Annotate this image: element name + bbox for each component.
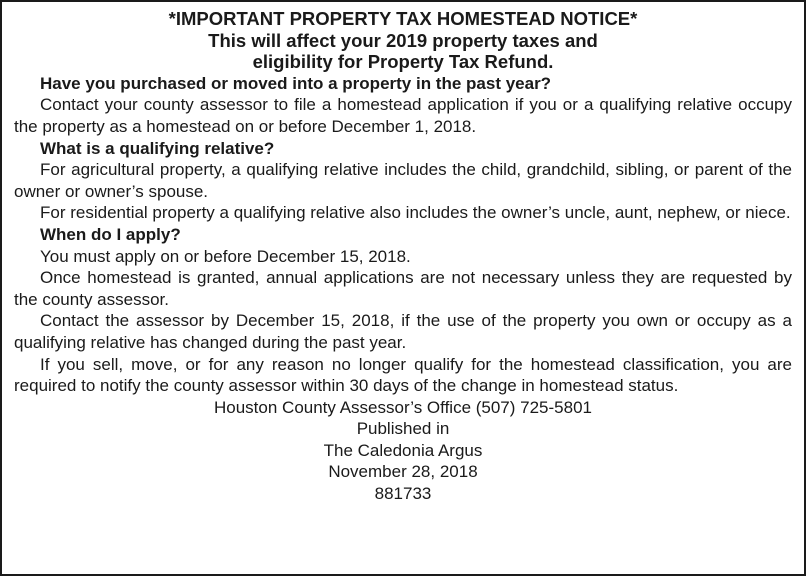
relative-heading: What is a qualifying relative? xyxy=(40,138,275,158)
notice-subtitle-line-2: eligibility for Property Tax Refund. xyxy=(252,51,554,73)
newspaper-name: The Caledonia Argus xyxy=(323,440,483,460)
purchased-heading: Have you purchased or moved into a property in the past year? xyxy=(40,73,552,93)
agricultural-relative-paragraph: For agricultural property, a qualifying relative includes the child, grandchild, sibling, or parent of the owner or owner’s spouse. xyxy=(14,160,792,201)
notify-assessor-paragraph: If you sell, move, or for any reason no longer qualify for the homestead classification, you are required to notify the county assessor within 30 days of the change in homestead status. xyxy=(14,354,792,396)
annual-application-paragraph: Once homestead is granted, annual applications are not necessary unless they are requested by the county assessor. xyxy=(14,268,792,309)
notice-id: 881733 xyxy=(374,484,432,504)
publication-date: November 28, 2018 xyxy=(328,462,478,482)
notice-subtitle-line-1: This will affect your 2019 property taxes and xyxy=(208,29,598,51)
residential-relative-paragraph: For residential property a qualifying relative also includes the owner’s uncle, aunt, nephew, or niece. xyxy=(40,203,791,223)
notice-title: *IMPORTANT PROPERTY TAX HOMESTEAD NOTICE* xyxy=(168,8,638,29)
use-change-paragraph: Contact the assessor by December 15, 2018, if the use of the property you own or occupy as a qualifying relative has changed during the past year. xyxy=(14,311,792,352)
assessor-office-contact: Houston County Assessor’s Office (507) 725-5801 xyxy=(214,397,592,417)
purchased-paragraph: Contact your county assessor to file a homestead application if you or a qualifying relative occupy the property as a homestead on or before December 1, 2018. xyxy=(14,95,792,136)
published-in-label: Published in xyxy=(356,419,450,439)
apply-heading: When do I apply? xyxy=(40,224,181,244)
apply-deadline-paragraph: You must apply on or before December 15, 2018. xyxy=(40,246,411,266)
